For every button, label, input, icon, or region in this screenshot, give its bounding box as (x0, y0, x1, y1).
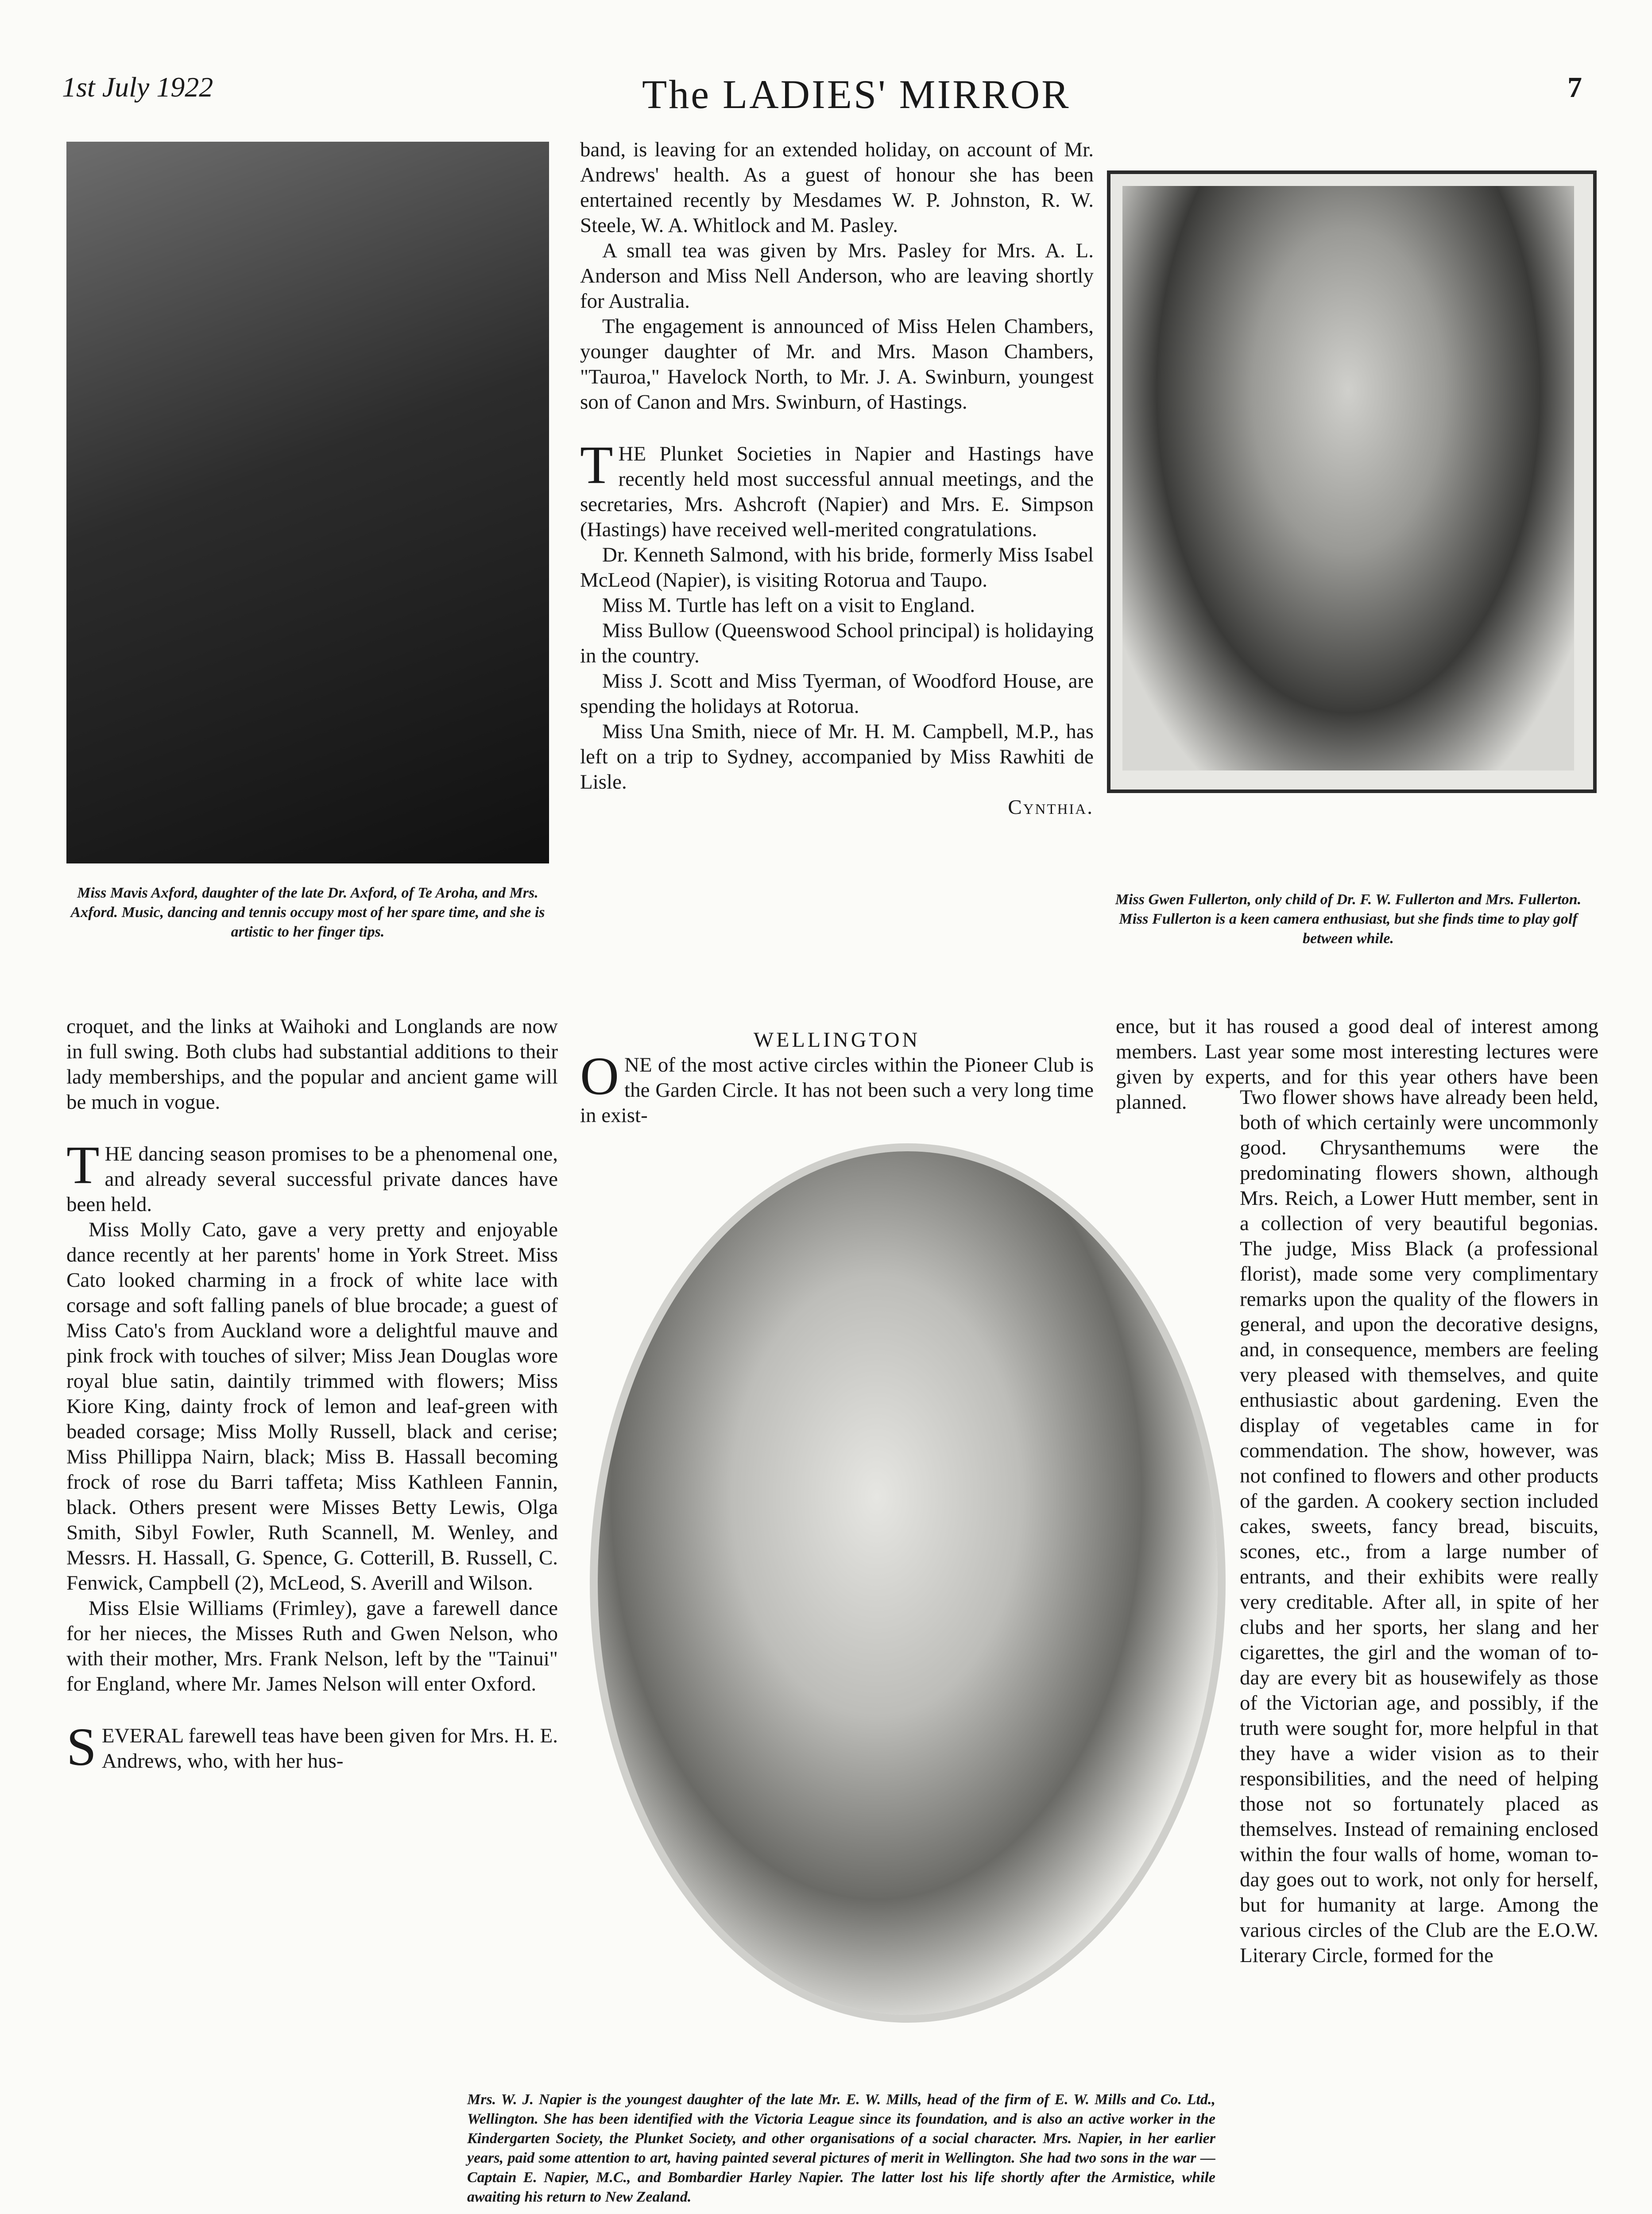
photo-caption-axford: Miss Mavis Axford, daughter of the late Dr. Axford, of Te Aroha, and Mrs. Axford. Music, dancing and tennis occupy most of her spare time, and she is artistic to her finger tips. (70, 885, 545, 940)
paragraph: Dr. Kenneth Salmond, with his bride, formerly Miss Isabel McLeod (Napier), is visiting Rotorua and Taupo. (580, 543, 1094, 592)
drop-cap: T (66, 1135, 100, 1195)
photo-caption-fullerton: Miss Gwen Fullerton, only child of Dr. F. W. Fullerton and Mrs. Fullerton. Miss Fullerton is a keen camera enthusiast, but she finds time to play golf between while. (1115, 891, 1582, 947)
portrait-photo-napier (598, 1151, 1218, 2015)
article-column-right (1240, 1085, 1598, 1968)
paragraph: Miss Elsie Williams (Frimley), gave a farewell dance for her nieces, the Misses Ruth and Gwen Nelson, who with their mother, Mrs. Frank Nelson, left by the "Tainui" for England, where Mr. James Nelson will enter Oxford. (66, 1597, 558, 1695)
paragraph: SEVERAL farewell teas have been given for Mrs. H. E. Andrews, who, with her hus- (66, 1717, 558, 1777)
page-number: 7 (1567, 71, 1582, 104)
paragraph: ONE of the most active circles within the Pioneer Club is the Garden Circle. It has not been such a very long time in exist- (580, 1046, 1094, 1127)
paragraph: Miss Una Smith, niece of Mr. H. M. Campbell, M.P., has left on a trip to Sydney, accompanied by Miss Rawhiti de Lisle. (580, 720, 1094, 793)
article-column-top-center (580, 137, 1094, 820)
drop-cap: S (66, 1717, 97, 1777)
paragraph: Miss Molly Cato, gave a very pretty and enjoyable dance recently at her parents' home in York Street. Miss Cato looked charming in a frock of white lace with corsage and soft falling panels of blue brocade; a guest of Miss Cato's from Auckland wore a delightful mauve and pink frock with touches of silver; Miss Jean Douglas wore royal blue satin, daintily trimmed with flowers; Miss Kiore King, dainty frock of lemon and leaf-green with beaded corsage; Miss Molly Russell, black and cerise; Miss Phillippa Nairn, black; Miss B. Hassall becoming frock of rose du Barri taffeta; Miss Kathleen Fannin, black. Others present were Misses Betty Lewis, Olga Smith, Sibyl Fowler, Ruth Scannell, M. Wenley, and Messrs. H. Hassall, G. Spence, G. Cotterill, B. Russell, C. Fenwick, Campbell (2), McLeod, S. Averill and Wilson. (66, 1218, 558, 1595)
photo-caption-napier: Mrs. W. J. Napier is the youngest daughter of the late Mr. E. W. Mills, head of the firm of E. W. Mills and Co. Ltd., Wellington. She has been identified with the Victoria League since its foundation, and is also an active worker in the Kindergarten Society, the Plunket Society, and other organisations of a social character. Mrs. Napier, in her earlier years, paid some attention to art, having painted several pictures of merit in Wellington. She had two sons in the war —Captain E. Napier, M.C., and Bombardier Harley Napier. The latter lost his life shortly after the Armistice, while awaiting his return to New Zealand. (467, 2091, 1215, 2205)
paragraph: Miss Bullow (Queenswood School principal) is holidaying in the country. (580, 619, 1094, 667)
portrait-photo-axford (66, 142, 549, 863)
paragraph: The engagement is announced of Miss Helen Chambers, younger daughter of Mr. and Mrs. Mason Chambers, "Tauroa," Havelock North, to Mr. J. A. Swinburn, youngest son of Canon and Mrs. Swinburn, of Hastings. (580, 315, 1094, 414)
paragraph: croquet, and the links at Waihoki and Longlands are now in full swing. Both clubs had substantial additions to their lady memberships, and the popular and ancient game will be much in vogue. (66, 1015, 558, 1114)
drop-cap: O (580, 1046, 619, 1106)
paragraph: band, is leaving for an extended holiday, on account of Mr. Andrews' health. As a guest of honour she has been entertained recently by Mesdames W. P. Johnston, R. W. Steele, W. A. Whitlock and M. Pasley. (580, 138, 1094, 237)
paragraph: A small tea was given by Mrs. Pasley for Mrs. A. L. Anderson and Miss Nell Anderson, who are leaving shortly for Australia. (580, 239, 1094, 313)
article-column-right-top (1116, 1014, 1598, 1114)
paragraph: THE dancing season promises to be a phenomenal one, and already several successful private dances have been held. (66, 1135, 558, 1216)
section-heading: WELLINGTON (753, 1028, 921, 1052)
drop-cap: T (580, 435, 613, 495)
paragraph: Miss M. Turtle has left on a visit to England. (602, 594, 975, 617)
paragraph: Two flower shows have already been held, both of which certainly were uncommonly good. Chrysanthemums were the predominating flowers shown, although Mrs. Reich, a Lower Hutt member, sent in a collection of very beautiful begonias. The judge, Miss Black (a professional florist), made some very complimentary remarks upon the quality of the flowers in general, and upon the decorative designs, and, in consequence, members are feeling very pleased with themselves, and quite enthusiastic about gardening. Even the display of vegetables came in for commendation. The show, however, was not confined to flowers and other products of the garden. A cookery section included cakes, sweets, fancy bread, biscuits, scones, etc., from a large number of entrants, and their exhibits were really very creditable. After all, in spite of her clubs and her sports, her slang and her cigarettes, the girl and the woman of to-day are every bit as housewifely as those of the Victorian age, and possibly, if the truth were sought for, more helpful in that they have a wider vision as to their responsibilities, and the need of helping those not so fortunately placed as themselves. Instead of remaining enclosed within the four walls of home, woman to-day goes out to work, not only for herself, but for humanity at large. Among the various circles of the Club are the E.O.W. Literary Circle, formed for the (1240, 1086, 1598, 1967)
paragraph: Miss J. Scott and Miss Tyerman, of Woodford House, are spending the holidays at Rotorua. (580, 670, 1094, 718)
paragraph: THE Plunket Societies in Napier and Hastings have recently held most successful annual meetings, and the secretaries, Mrs. Ashcroft (Napier) and Mrs. E. Simpson (Hastings) have received well-merited congratulations. (580, 435, 1094, 541)
article-column-left (66, 1014, 558, 1777)
portrait-photo-fullerton (1122, 186, 1574, 770)
author-signature: Cynthia. (1008, 796, 1094, 819)
issue-date: 1st July 1922 (62, 71, 213, 103)
article-column-wellington (580, 1027, 1094, 1128)
masthead-title: The LADIES' MIRROR (642, 72, 1071, 117)
paragraph: ence, but it has roused a good deal of interest among members. Last year some most interesting lectures were given by experts, and for this year others have been planned. (1116, 1015, 1598, 1114)
